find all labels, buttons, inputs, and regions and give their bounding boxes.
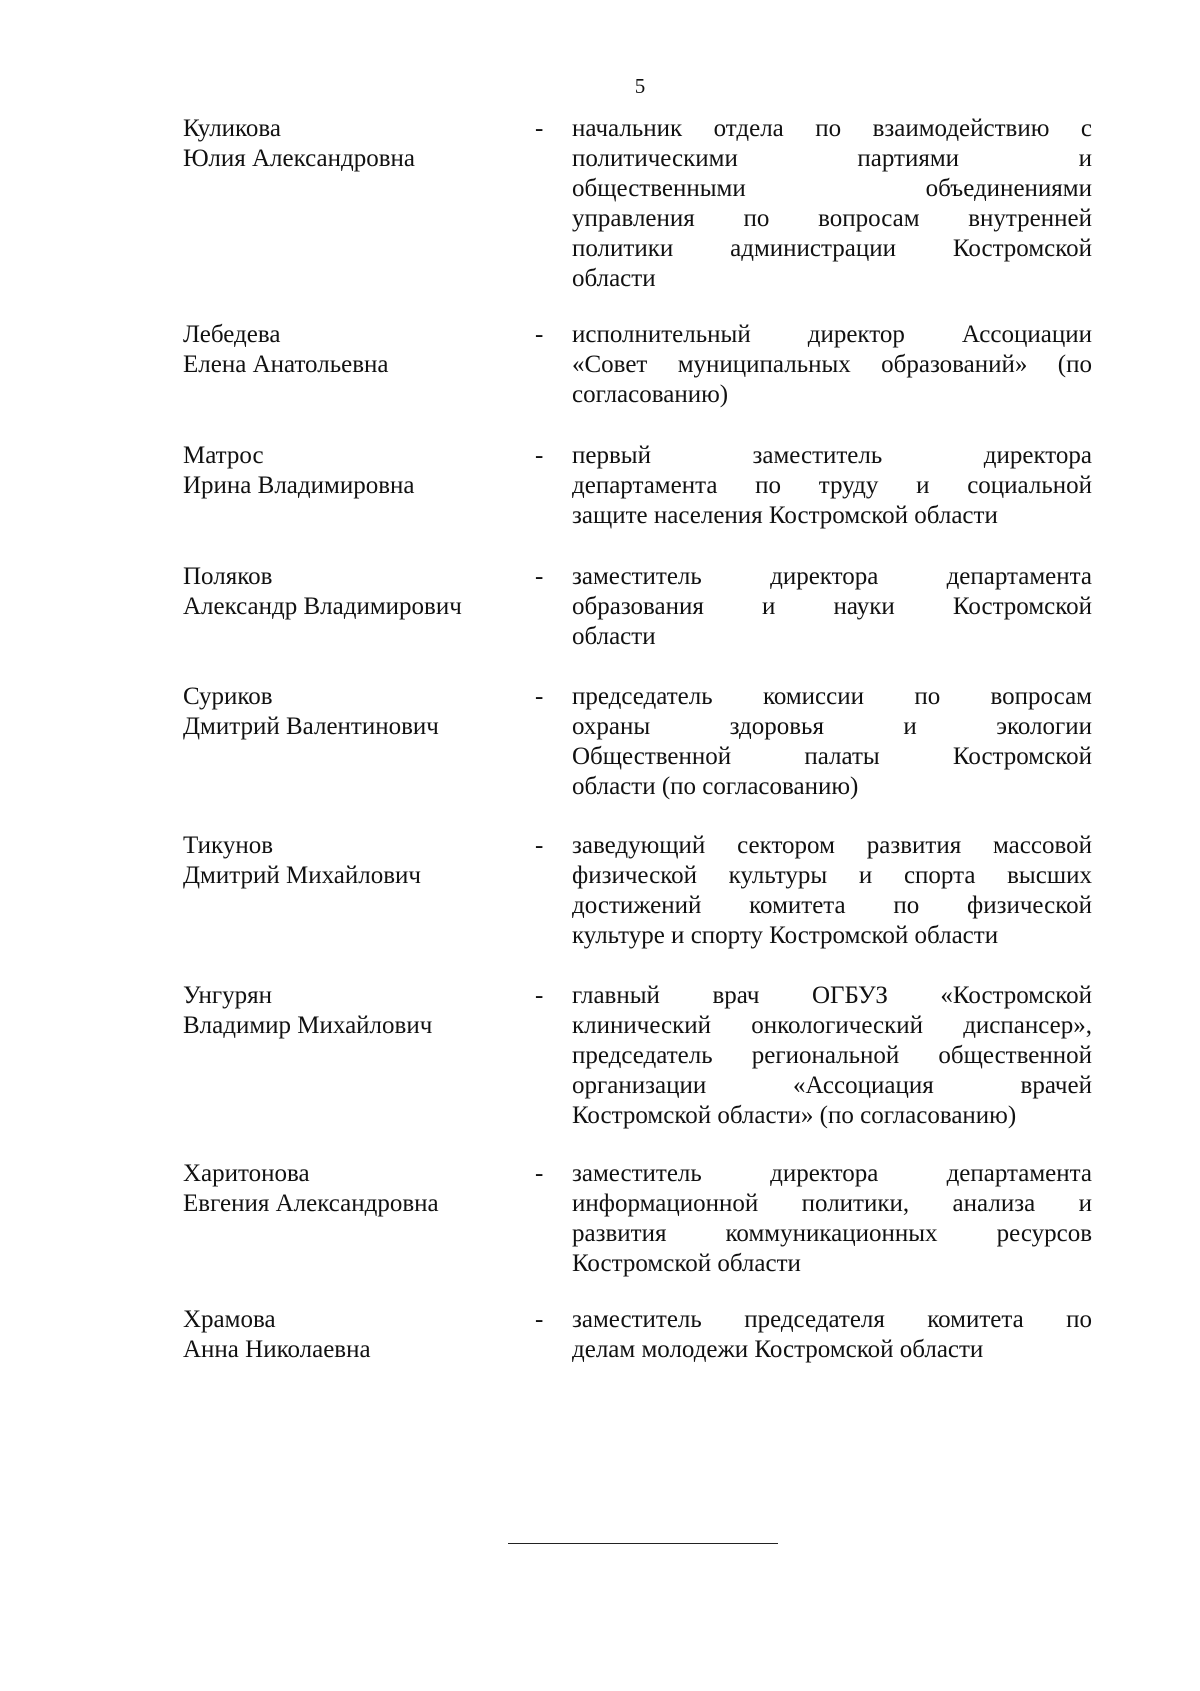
position-line: [572, 471, 1092, 501]
member-name: [183, 1305, 513, 1365]
dash-separator: -: [535, 1306, 544, 1333]
position-word: председателя: [744, 1306, 885, 1333]
position-word: объединениями: [925, 175, 1092, 202]
dash-separator: -: [535, 982, 544, 1009]
position-line: [572, 204, 1092, 234]
position-word: высших: [1007, 862, 1092, 889]
position-word: начальник: [572, 115, 683, 142]
position-word: по: [914, 683, 941, 710]
member-surname: Суриков: [183, 683, 273, 710]
member-name: [183, 114, 513, 174]
position-word: заместитель: [572, 1160, 702, 1187]
position-word: ресурсов: [996, 1220, 1092, 1247]
position-line: [572, 1305, 1092, 1335]
position-line: [572, 1159, 1092, 1189]
position-line: [572, 1219, 1092, 1249]
member-name: [183, 320, 513, 380]
dash-separator: -: [535, 321, 544, 348]
position-word: Костромской: [952, 743, 1092, 770]
position-line: [572, 441, 1092, 471]
position-line: [572, 1041, 1092, 1071]
position-line: области (по согласованию): [572, 773, 859, 800]
dash-separator: -: [535, 115, 544, 142]
position-line: [572, 320, 1092, 350]
position-word: по: [743, 205, 770, 232]
position-line: [572, 350, 1092, 380]
dash-separator: -: [535, 442, 544, 469]
member-surname: Тикунов: [183, 832, 274, 859]
position-line: [572, 174, 1092, 204]
position-line: области: [572, 265, 656, 292]
position-word: председатель: [572, 683, 713, 710]
member-name: [183, 1159, 513, 1219]
position-word: развития: [866, 832, 962, 859]
position-word: культуры: [728, 862, 828, 889]
position-word: исполнительный: [572, 321, 751, 348]
position-line: защите населения Костромской области: [572, 502, 998, 529]
position-line: [572, 234, 1092, 264]
position-word: комиссии: [762, 683, 864, 710]
position-word: по: [755, 472, 782, 499]
position-word: директора: [770, 1160, 879, 1187]
member-position: [572, 1159, 1092, 1279]
position-line: [572, 1011, 1092, 1041]
position-word: по: [815, 115, 842, 142]
position-word: и: [916, 472, 930, 499]
position-word: здоровья: [729, 713, 824, 740]
position-word: диспансер»,: [963, 1012, 1092, 1039]
member-surname: Поляков: [183, 563, 273, 590]
position-word: науки: [833, 593, 895, 620]
position-line: [572, 682, 1092, 712]
position-line: [572, 144, 1092, 174]
member-given-names: Елена Анатольевна: [183, 351, 389, 378]
position-word: и: [762, 593, 776, 620]
position-word: администрации: [730, 235, 896, 262]
position-word: и: [1078, 1190, 1092, 1217]
position-line: области: [572, 623, 656, 650]
member-position: [572, 441, 1092, 531]
member-given-names: Дмитрий Михайлович: [183, 862, 421, 889]
page-number: 5: [634, 74, 646, 98]
position-word: палаты: [804, 743, 880, 770]
closing-rule: [508, 1543, 778, 1544]
position-word: партиями: [857, 145, 960, 172]
position-word: директора: [770, 563, 879, 590]
position-line: [572, 114, 1092, 144]
member-name: [183, 441, 513, 501]
position-word: достижений: [572, 892, 702, 919]
position-line: [572, 712, 1092, 742]
position-word: общественными: [572, 175, 746, 202]
position-word: «Совет: [572, 351, 648, 378]
position-word: политики,: [801, 1190, 910, 1217]
position-word: социальной: [967, 472, 1092, 499]
member-position: [572, 320, 1092, 410]
position-word: Костромской: [952, 593, 1092, 620]
position-line: согласованию): [572, 381, 729, 408]
position-word: заместитель: [572, 563, 702, 590]
member-given-names: Владимир Михайлович: [183, 1012, 433, 1039]
dash-separator: -: [535, 563, 544, 590]
position-word: муниципальных: [677, 351, 851, 378]
position-line: Костромской области» (по согласованию): [572, 1102, 1017, 1129]
position-word: комитета: [927, 1306, 1024, 1333]
position-word: главный: [572, 982, 660, 1009]
position-word: и: [1078, 145, 1092, 172]
position-word: управления: [572, 205, 695, 232]
position-word: Ассоциации: [961, 321, 1092, 348]
position-word: заместитель: [752, 442, 883, 469]
position-word: физической: [967, 892, 1092, 919]
member-surname: Матрос: [183, 442, 264, 469]
member-given-names: Юлия Александровна: [183, 145, 415, 172]
position-word: председатель: [572, 1042, 713, 1069]
member-name: [183, 682, 513, 742]
dash-separator: -: [535, 1160, 544, 1187]
position-line: [572, 592, 1092, 622]
position-line: [572, 861, 1092, 891]
position-word: директор: [807, 321, 905, 348]
position-word: врачей: [1020, 1072, 1092, 1099]
position-line: делам молодежи Костромской области: [572, 1336, 984, 1363]
position-line: [572, 742, 1092, 772]
position-word: «Ассоциация: [793, 1072, 934, 1099]
member-given-names: Дмитрий Валентинович: [183, 713, 439, 740]
position-word: взаимодействию: [872, 115, 1050, 142]
position-word: массовой: [993, 832, 1092, 859]
position-word: экологии: [996, 713, 1092, 740]
position-word: политики: [572, 235, 674, 262]
position-word: труду: [818, 472, 879, 499]
position-word: (по: [1057, 351, 1092, 378]
member-given-names: Анна Николаевна: [183, 1336, 371, 1363]
position-word: «Костромской: [940, 982, 1092, 1009]
position-line: [572, 831, 1092, 861]
position-word: образования: [572, 593, 704, 620]
position-word: информационной: [572, 1190, 759, 1217]
position-word: охраны: [572, 713, 651, 740]
position-word: коммуникационных: [725, 1220, 938, 1247]
member-position: [572, 981, 1092, 1131]
position-word: онкологический: [751, 1012, 924, 1039]
position-line: [572, 562, 1092, 592]
position-word: по: [893, 892, 920, 919]
member-position: [572, 831, 1092, 951]
position-line: [572, 1189, 1092, 1219]
position-word: организации: [572, 1072, 707, 1099]
position-line: [572, 891, 1092, 921]
position-word: и: [903, 713, 917, 740]
position-word: спорта: [903, 862, 976, 889]
member-surname: Храмова: [183, 1306, 276, 1333]
position-word: департамента: [946, 563, 1092, 590]
member-position: [572, 114, 1092, 294]
dash-separator: -: [535, 832, 544, 859]
position-word: внутренней: [968, 205, 1092, 232]
position-word: с: [1080, 115, 1092, 142]
position-line: [572, 1071, 1092, 1101]
dash-separator: -: [535, 683, 544, 710]
member-surname: Куликова: [183, 115, 281, 142]
member-name: [183, 981, 513, 1041]
member-name: [183, 831, 513, 891]
position-word: по: [1066, 1306, 1092, 1333]
position-word: департамента: [572, 472, 718, 499]
position-word: общественной: [938, 1042, 1092, 1069]
position-word: ОГБУЗ: [811, 982, 888, 1009]
member-given-names: Александр Владимирович: [183, 593, 462, 620]
position-word: вопросам: [818, 205, 920, 232]
position-word: региональной: [751, 1042, 900, 1069]
position-word: врач: [712, 982, 760, 1009]
member-given-names: Ирина Владимировна: [183, 472, 415, 499]
position-word: отдела: [713, 115, 784, 142]
member-surname: Унгурян: [183, 982, 273, 1009]
position-word: вопросам: [990, 683, 1092, 710]
member-position: [572, 682, 1092, 802]
position-line: Костромской области: [572, 1250, 801, 1277]
member-name: [183, 562, 513, 622]
position-word: сектором: [737, 832, 835, 859]
position-word: развития: [572, 1220, 667, 1247]
position-word: образований»: [881, 351, 1028, 378]
position-word: директора: [983, 442, 1092, 469]
member-given-names: Евгения Александровна: [183, 1190, 439, 1217]
position-line: [572, 981, 1092, 1011]
member-surname: Лебедева: [183, 321, 281, 348]
position-word: Костромской: [952, 235, 1092, 262]
position-word: политическими: [572, 145, 738, 172]
position-line: культуре и спорту Костромской области: [572, 922, 999, 949]
position-word: департамента: [946, 1160, 1092, 1187]
position-word: первый: [572, 442, 651, 469]
position-word: физической: [572, 862, 697, 889]
member-position: [572, 1305, 1092, 1365]
position-word: комитета: [749, 892, 846, 919]
position-word: и: [858, 862, 873, 889]
position-word: анализа: [952, 1190, 1036, 1217]
member-surname: Харитонова: [183, 1160, 310, 1187]
position-word: Общественной: [572, 743, 732, 770]
member-position: [572, 562, 1092, 652]
position-word: клинический: [572, 1012, 712, 1039]
position-word: заведующий: [572, 832, 706, 859]
position-word: заместитель: [572, 1306, 702, 1333]
